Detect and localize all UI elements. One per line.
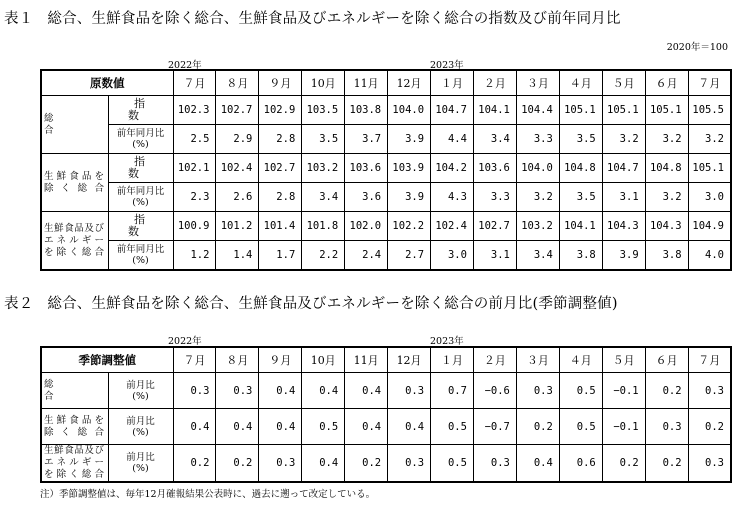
table2 (40, 346, 732, 483)
mom-value: 0.3 (473, 445, 516, 483)
month-header: １月 (431, 347, 474, 373)
yoy-value: 3.4 (473, 125, 516, 154)
table2-year-2023: 2023年 (430, 336, 464, 347)
mom-value: 0.7 (431, 373, 474, 409)
month-header: ９月 (259, 70, 302, 96)
mom-label: 前月比 (126, 452, 155, 463)
index-row (41, 212, 731, 241)
yoy-value: 4.4 (431, 125, 474, 154)
index-value: 104.3 (602, 212, 645, 241)
index-label-cell (108, 212, 184, 241)
yoy-label-cell (108, 183, 173, 212)
index-value: 104.8 (645, 154, 688, 183)
mom-value: 0.2 (602, 445, 645, 483)
row-label-line: 生鮮食品及び (44, 222, 105, 234)
mom-value: 0.4 (216, 409, 259, 445)
yoy-value: 3.4 (516, 241, 559, 271)
mom-value: 0.5 (559, 409, 602, 445)
yoy-value: 2.3 (173, 183, 216, 212)
index-value: 104.0 (516, 154, 559, 183)
mom-value: 0.2 (645, 373, 688, 409)
month-header: 10月 (302, 347, 345, 373)
month-header: ５月 (602, 347, 645, 373)
index-value: 105.1 (645, 96, 688, 125)
mom-value: 0.2 (345, 445, 388, 483)
yoy-value: 3.9 (602, 241, 645, 271)
index-value: 102.4 (431, 212, 474, 241)
yoy-value: 1.4 (216, 241, 259, 271)
month-header: ９月 (259, 347, 302, 373)
index-value: 104.2 (431, 154, 474, 183)
yoy-value: 3.7 (345, 125, 388, 154)
yoy-value: 3.1 (602, 183, 645, 212)
row-label (41, 212, 108, 271)
mom-label: 前月比 (126, 379, 155, 391)
mom-value: 0.4 (259, 373, 302, 409)
row-label-line: エネルギー (44, 234, 105, 246)
mom-value: 0.3 (688, 373, 731, 409)
index-label: 指 数 (128, 97, 184, 122)
index-value: 101.8 (302, 212, 345, 241)
row-label-line: 生鮮食品を (44, 170, 105, 182)
row-label-line: エネルギー (44, 457, 105, 468)
yoy-label: 前年同月比 (116, 244, 165, 255)
index-value: 103.2 (302, 154, 345, 183)
month-header: ６月 (645, 347, 688, 373)
month-header: 10月 (302, 70, 345, 96)
mom-value: 0.4 (302, 373, 345, 409)
index-value: 103.8 (345, 96, 388, 125)
yoy-value: 2.9 (216, 125, 259, 154)
index-value: 104.0 (388, 96, 431, 125)
index-value: 105.5 (688, 96, 731, 125)
month-header: 11月 (345, 70, 388, 96)
mom-value: 0.3 (259, 445, 302, 483)
month-header: ８月 (216, 70, 259, 96)
mom-value: 0.3 (516, 373, 559, 409)
mom-value: 0.5 (431, 409, 474, 445)
index-value: 100.9 (173, 212, 216, 241)
mom-value: −0.7 (473, 409, 516, 445)
yoy-value: 2.8 (259, 183, 302, 212)
row-label-line: 総 合 (44, 378, 105, 402)
yoy-value: 2.2 (302, 241, 345, 271)
yoy-label: 前年同月比 (116, 128, 165, 139)
row-label (41, 409, 108, 445)
yoy-value: 3.8 (559, 241, 602, 271)
yoy-value: 3.3 (473, 183, 516, 212)
mom-value: 0.2 (688, 409, 731, 445)
yoy-value: 1.7 (259, 241, 302, 271)
mom-label: 前月比 (126, 415, 155, 427)
mom-value: 0.4 (516, 445, 559, 483)
index-label: 指 数 (128, 213, 184, 238)
mom-value: −0.6 (473, 373, 516, 409)
month-header: ７月 (173, 347, 216, 373)
index-value: 102.7 (259, 154, 302, 183)
month-header: ６月 (645, 70, 688, 96)
yoy-value: 2.6 (216, 183, 259, 212)
month-header: ８月 (216, 347, 259, 373)
index-value: 105.1 (602, 96, 645, 125)
row-label (41, 445, 108, 483)
table1 (40, 69, 732, 271)
month-header: ３月 (516, 70, 559, 96)
index-value: 102.7 (216, 96, 259, 125)
mom-label-cell (108, 409, 173, 445)
index-value: 102.4 (216, 154, 259, 183)
header-row (41, 347, 731, 373)
index-value: 104.9 (688, 212, 731, 241)
mom-value: 0.3 (688, 445, 731, 483)
mom-value: 0.3 (645, 409, 688, 445)
row-label-line: を除く総合 (44, 246, 105, 258)
index-value: 104.1 (559, 212, 602, 241)
index-value: 104.8 (559, 154, 602, 183)
yoy-row (41, 125, 731, 154)
yoy-value: 3.6 (345, 183, 388, 212)
yoy-value: 3.2 (645, 183, 688, 212)
corner-header: 原数値 (41, 70, 173, 96)
yoy-value: 2.5 (173, 125, 216, 154)
yoy-value: 3.2 (516, 183, 559, 212)
yoy-row (41, 241, 731, 271)
mom-unit: (%) (132, 390, 149, 402)
index-value: 101.2 (216, 212, 259, 241)
index-value: 103.9 (388, 154, 431, 183)
month-header: ２月 (473, 70, 516, 96)
mom-value: 0.3 (216, 373, 259, 409)
yoy-value: 3.5 (559, 183, 602, 212)
yoy-row (41, 183, 731, 212)
mom-value: −0.1 (602, 373, 645, 409)
index-value: 105.1 (559, 96, 602, 125)
mom-value: −0.1 (602, 409, 645, 445)
yoy-unit: (%) (132, 197, 149, 208)
yoy-value: 3.0 (431, 241, 474, 271)
yoy-value: 2.7 (388, 241, 431, 271)
index-value: 101.4 (259, 212, 302, 241)
index-row (41, 154, 731, 183)
table2-title (4, 292, 618, 313)
index-value: 104.7 (431, 96, 474, 125)
yoy-value: 3.2 (645, 125, 688, 154)
mom-value: 0.5 (431, 445, 474, 483)
index-value: 104.7 (602, 154, 645, 183)
index-value: 103.5 (302, 96, 345, 125)
yoy-value: 3.2 (602, 125, 645, 154)
index-value: 102.2 (388, 212, 431, 241)
yoy-value: 1.2 (173, 241, 216, 271)
index-label: 指 数 (128, 155, 184, 180)
yoy-unit: (%) (132, 139, 149, 150)
yoy-value: 3.9 (388, 183, 431, 212)
yoy-value: 3.5 (302, 125, 345, 154)
index-row (41, 96, 731, 125)
row-label-line: 生鮮食品及び (44, 445, 105, 456)
month-header: ４月 (559, 70, 602, 96)
index-value: 103.6 (345, 154, 388, 183)
base-year-note: 2020年＝100 (666, 42, 728, 53)
index-value: 102.9 (259, 96, 302, 125)
yoy-label-cell (108, 125, 173, 154)
yoy-value: 2.8 (259, 125, 302, 154)
table1-title-text: 総合、生鮮食品を除く総合、生鮮食品及びエネルギーを除く総合の指数及び前年同月比 (47, 11, 621, 27)
yoy-value: 4.0 (688, 241, 731, 271)
mom-value: 0.2 (173, 445, 216, 483)
month-header: ７月 (688, 347, 731, 373)
mom-value: 0.3 (388, 373, 431, 409)
index-label-cell (108, 96, 184, 125)
month-header: ７月 (688, 70, 731, 96)
yoy-value: 4.3 (431, 183, 474, 212)
row-label (41, 154, 108, 212)
yoy-unit: (%) (132, 255, 149, 266)
mom-row (41, 373, 731, 409)
yoy-value: 3.0 (688, 183, 731, 212)
index-value: 103.6 (473, 154, 516, 183)
index-value: 104.1 (473, 96, 516, 125)
mom-row (41, 445, 731, 483)
mom-value: 0.4 (173, 409, 216, 445)
mom-value: 0.3 (388, 445, 431, 483)
month-header: 11月 (345, 347, 388, 373)
month-header: ５月 (602, 70, 645, 96)
yoy-value: 2.4 (345, 241, 388, 271)
yoy-value: 3.4 (302, 183, 345, 212)
mom-value: 0.4 (345, 373, 388, 409)
index-value: 104.4 (516, 96, 559, 125)
mom-label-cell (108, 373, 173, 409)
corner-header: 季節調整値 (41, 347, 173, 373)
yoy-value: 3.9 (388, 125, 431, 154)
mom-value: 0.2 (516, 409, 559, 445)
yoy-label-cell (108, 241, 173, 271)
index-value: 102.7 (473, 212, 516, 241)
header-row (41, 70, 731, 96)
mom-label-cell (108, 445, 173, 483)
table1-year-2023: 2023年 (430, 60, 464, 71)
index-value: 104.3 (645, 212, 688, 241)
index-value: 102.1 (173, 154, 216, 183)
mom-value: 0.2 (216, 445, 259, 483)
footnote: 注）季節調整値は、毎年12月確報結果公表時に、過去に遡って改定している。 (40, 489, 376, 500)
table1-number: 表１ (4, 11, 34, 27)
yoy-value: 3.1 (473, 241, 516, 271)
table1-year-2022: 2022年 (168, 60, 202, 71)
month-header: ４月 (559, 347, 602, 373)
mom-value: 0.4 (388, 409, 431, 445)
yoy-value: 3.2 (688, 125, 731, 154)
row-label-line: 除く総合 (44, 182, 105, 194)
index-value: 103.2 (516, 212, 559, 241)
row-label-line: 総 合 (44, 112, 105, 136)
mom-unit: (%) (132, 463, 149, 474)
month-header: １月 (431, 70, 474, 96)
index-label-cell (108, 154, 184, 183)
mom-value: 0.6 (559, 445, 602, 483)
table2-year-2022: 2022年 (168, 336, 202, 347)
row-label-line: 生鮮食品を (44, 414, 105, 426)
mom-value: 0.4 (345, 409, 388, 445)
row-label (41, 373, 108, 409)
mom-value: 0.5 (559, 373, 602, 409)
month-header: ７月 (173, 70, 216, 96)
mom-value: 0.2 (645, 445, 688, 483)
row-label-line: 除く総合 (44, 426, 105, 438)
index-value: 102.3 (173, 96, 216, 125)
yoy-value: 3.3 (516, 125, 559, 154)
mom-value: 0.4 (259, 409, 302, 445)
mom-value: 0.4 (302, 445, 345, 483)
month-header: 12月 (388, 347, 431, 373)
month-header: ２月 (473, 347, 516, 373)
yoy-label: 前年同月比 (116, 186, 165, 197)
index-value: 102.0 (345, 212, 388, 241)
yoy-value: 3.5 (559, 125, 602, 154)
row-label-line: を除く総合 (44, 469, 105, 480)
mom-row (41, 409, 731, 445)
table1-title (4, 7, 621, 28)
table2-number: 表２ (4, 296, 34, 312)
month-header: 12月 (388, 70, 431, 96)
table2-title-text: 総合、生鮮食品を除く総合、生鮮食品及びエネルギーを除く総合の前月比(季節調整値) (47, 296, 618, 312)
mom-unit: (%) (132, 426, 149, 438)
mom-value: 0.5 (302, 409, 345, 445)
month-header: ３月 (516, 347, 559, 373)
yoy-value: 3.8 (645, 241, 688, 271)
mom-value: 0.3 (173, 373, 216, 409)
row-label (41, 96, 108, 154)
index-value: 105.1 (688, 154, 731, 183)
